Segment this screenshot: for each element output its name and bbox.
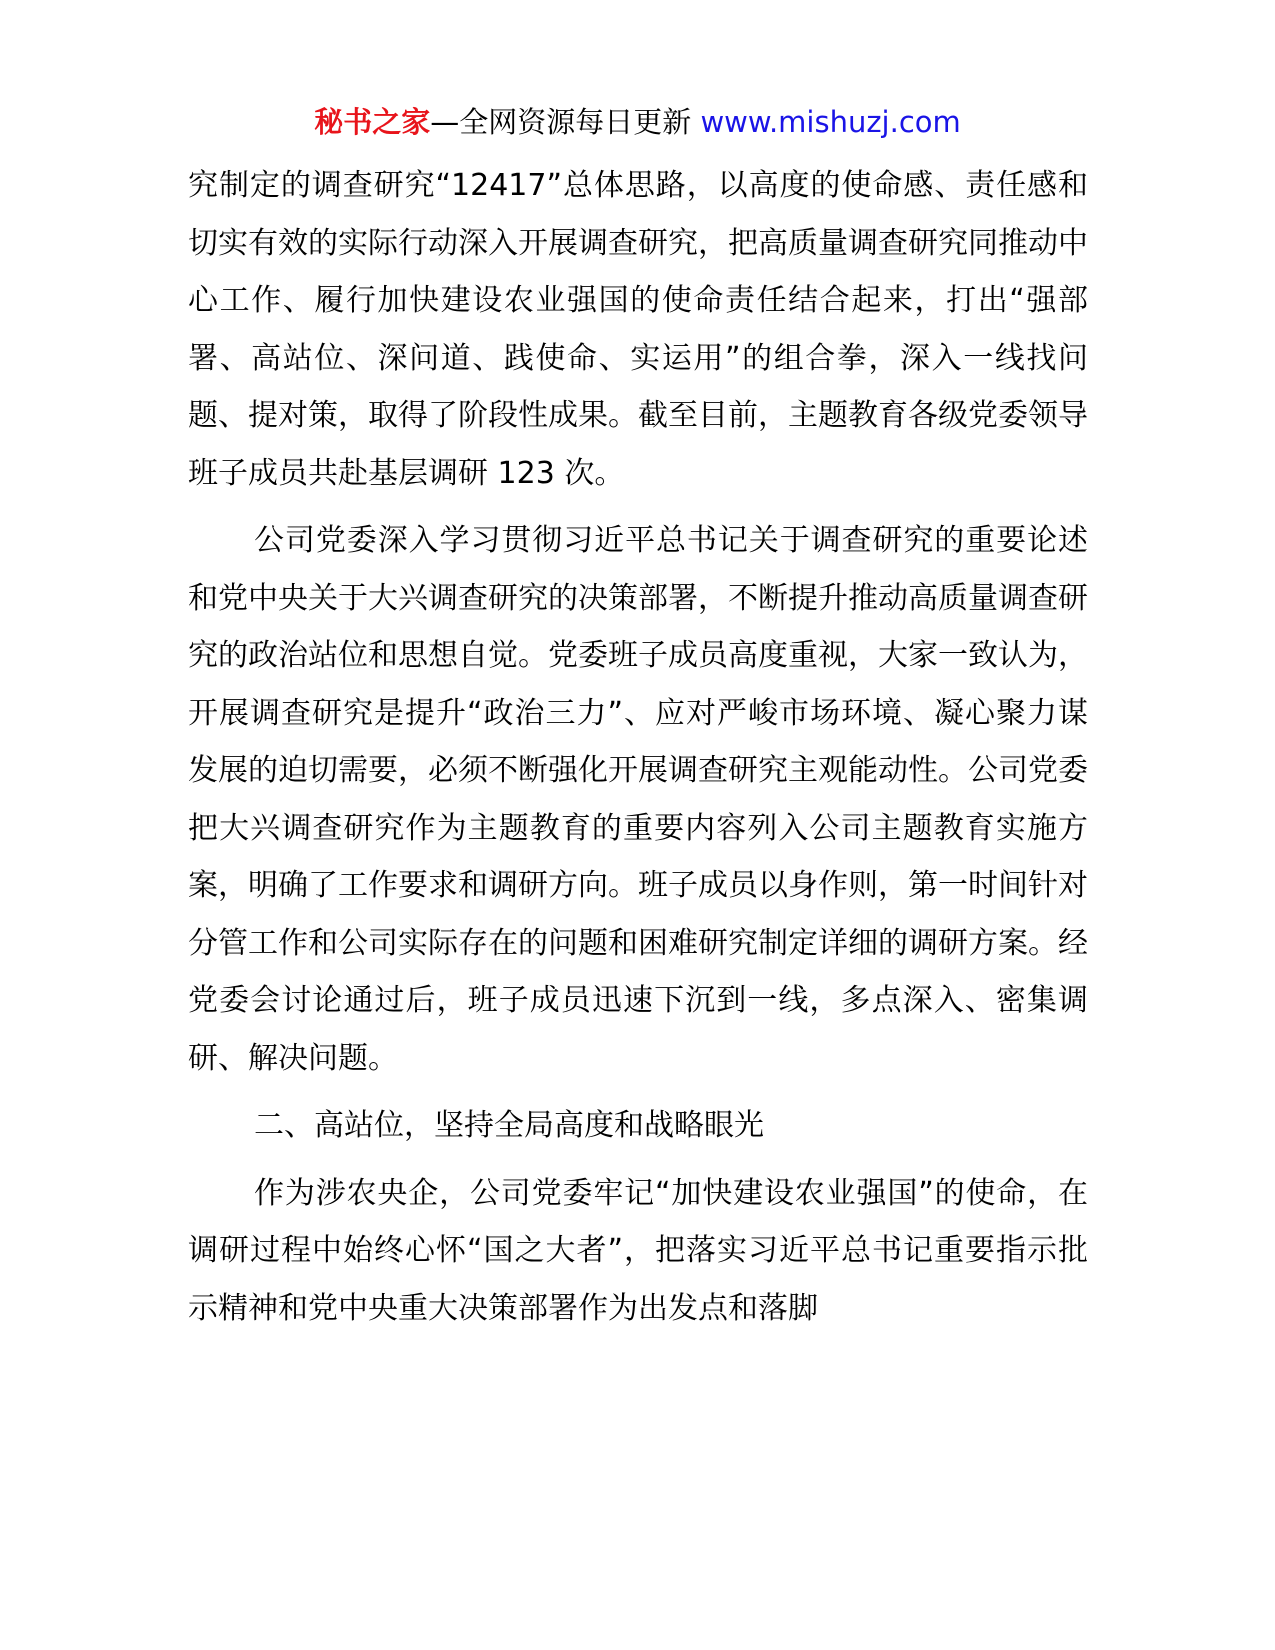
paragraph: 作为涉农央企，公司党委牢记“加快建设农业强国”的使命，在调研过程中始终心怀“国之大者”，把落实习近平总书记重要指示批示精神和党中央重大决策部署作为出发点和落脚 — [188, 1175, 1088, 1326]
site-url-link[interactable]: www.mishuzj.com — [700, 105, 961, 139]
paragraph: 公司党委深入学习贯彻习近平总书记关于调查研究的重要论述和党中央关于大兴调查研究的决策部署，不断提升推动高质量调查研究的政治站位和思想自觉。党委班子成员高度重视，大家一致认为，开展调查研究是提升“政治三力”、应对严峻市场环境、凝心聚力谋发展的迫切需要，必须不断强化开展调查研究主观能动性。公司党委把大兴调查研究作为主题教育的重要内容列入公司主题教育实施方案，明确了工作要求和调研方向。班子成员以身作则，第一时间针对分管工作和公司实际存在的问题和困难研究制定详细的调研方案。经党委会讨论通过后，班子成员迅速下沉到一线，多点深入、密集调研、解决问题。 — [188, 523, 1088, 1076]
header-tagline: —全网资源每日更新 — [430, 105, 701, 139]
section-heading: 二、高站位，坚持全局高度和战略眼光 — [254, 1108, 764, 1143]
page-header — [0, 100, 1275, 144]
brand-name: 秘书之家 — [314, 105, 431, 139]
paragraph-continued: 究制定的调查研究“12417”总体思路，以高度的使命感、责任感和切实有效的实际行动深入开展调查研究，把高质量调查研究同推动中心工作、履行加快建设农业强国的使命责任结合起来，打出“强部署、高站位、深问道、践使命、实运用”的组合拳，深入一线找问题、提对策，取得了阶段性成果。截至目前，主题教育各级党委领导班子成员共赴基层调研 123 次。 — [188, 168, 1088, 491]
document-body — [188, 157, 1088, 1337]
